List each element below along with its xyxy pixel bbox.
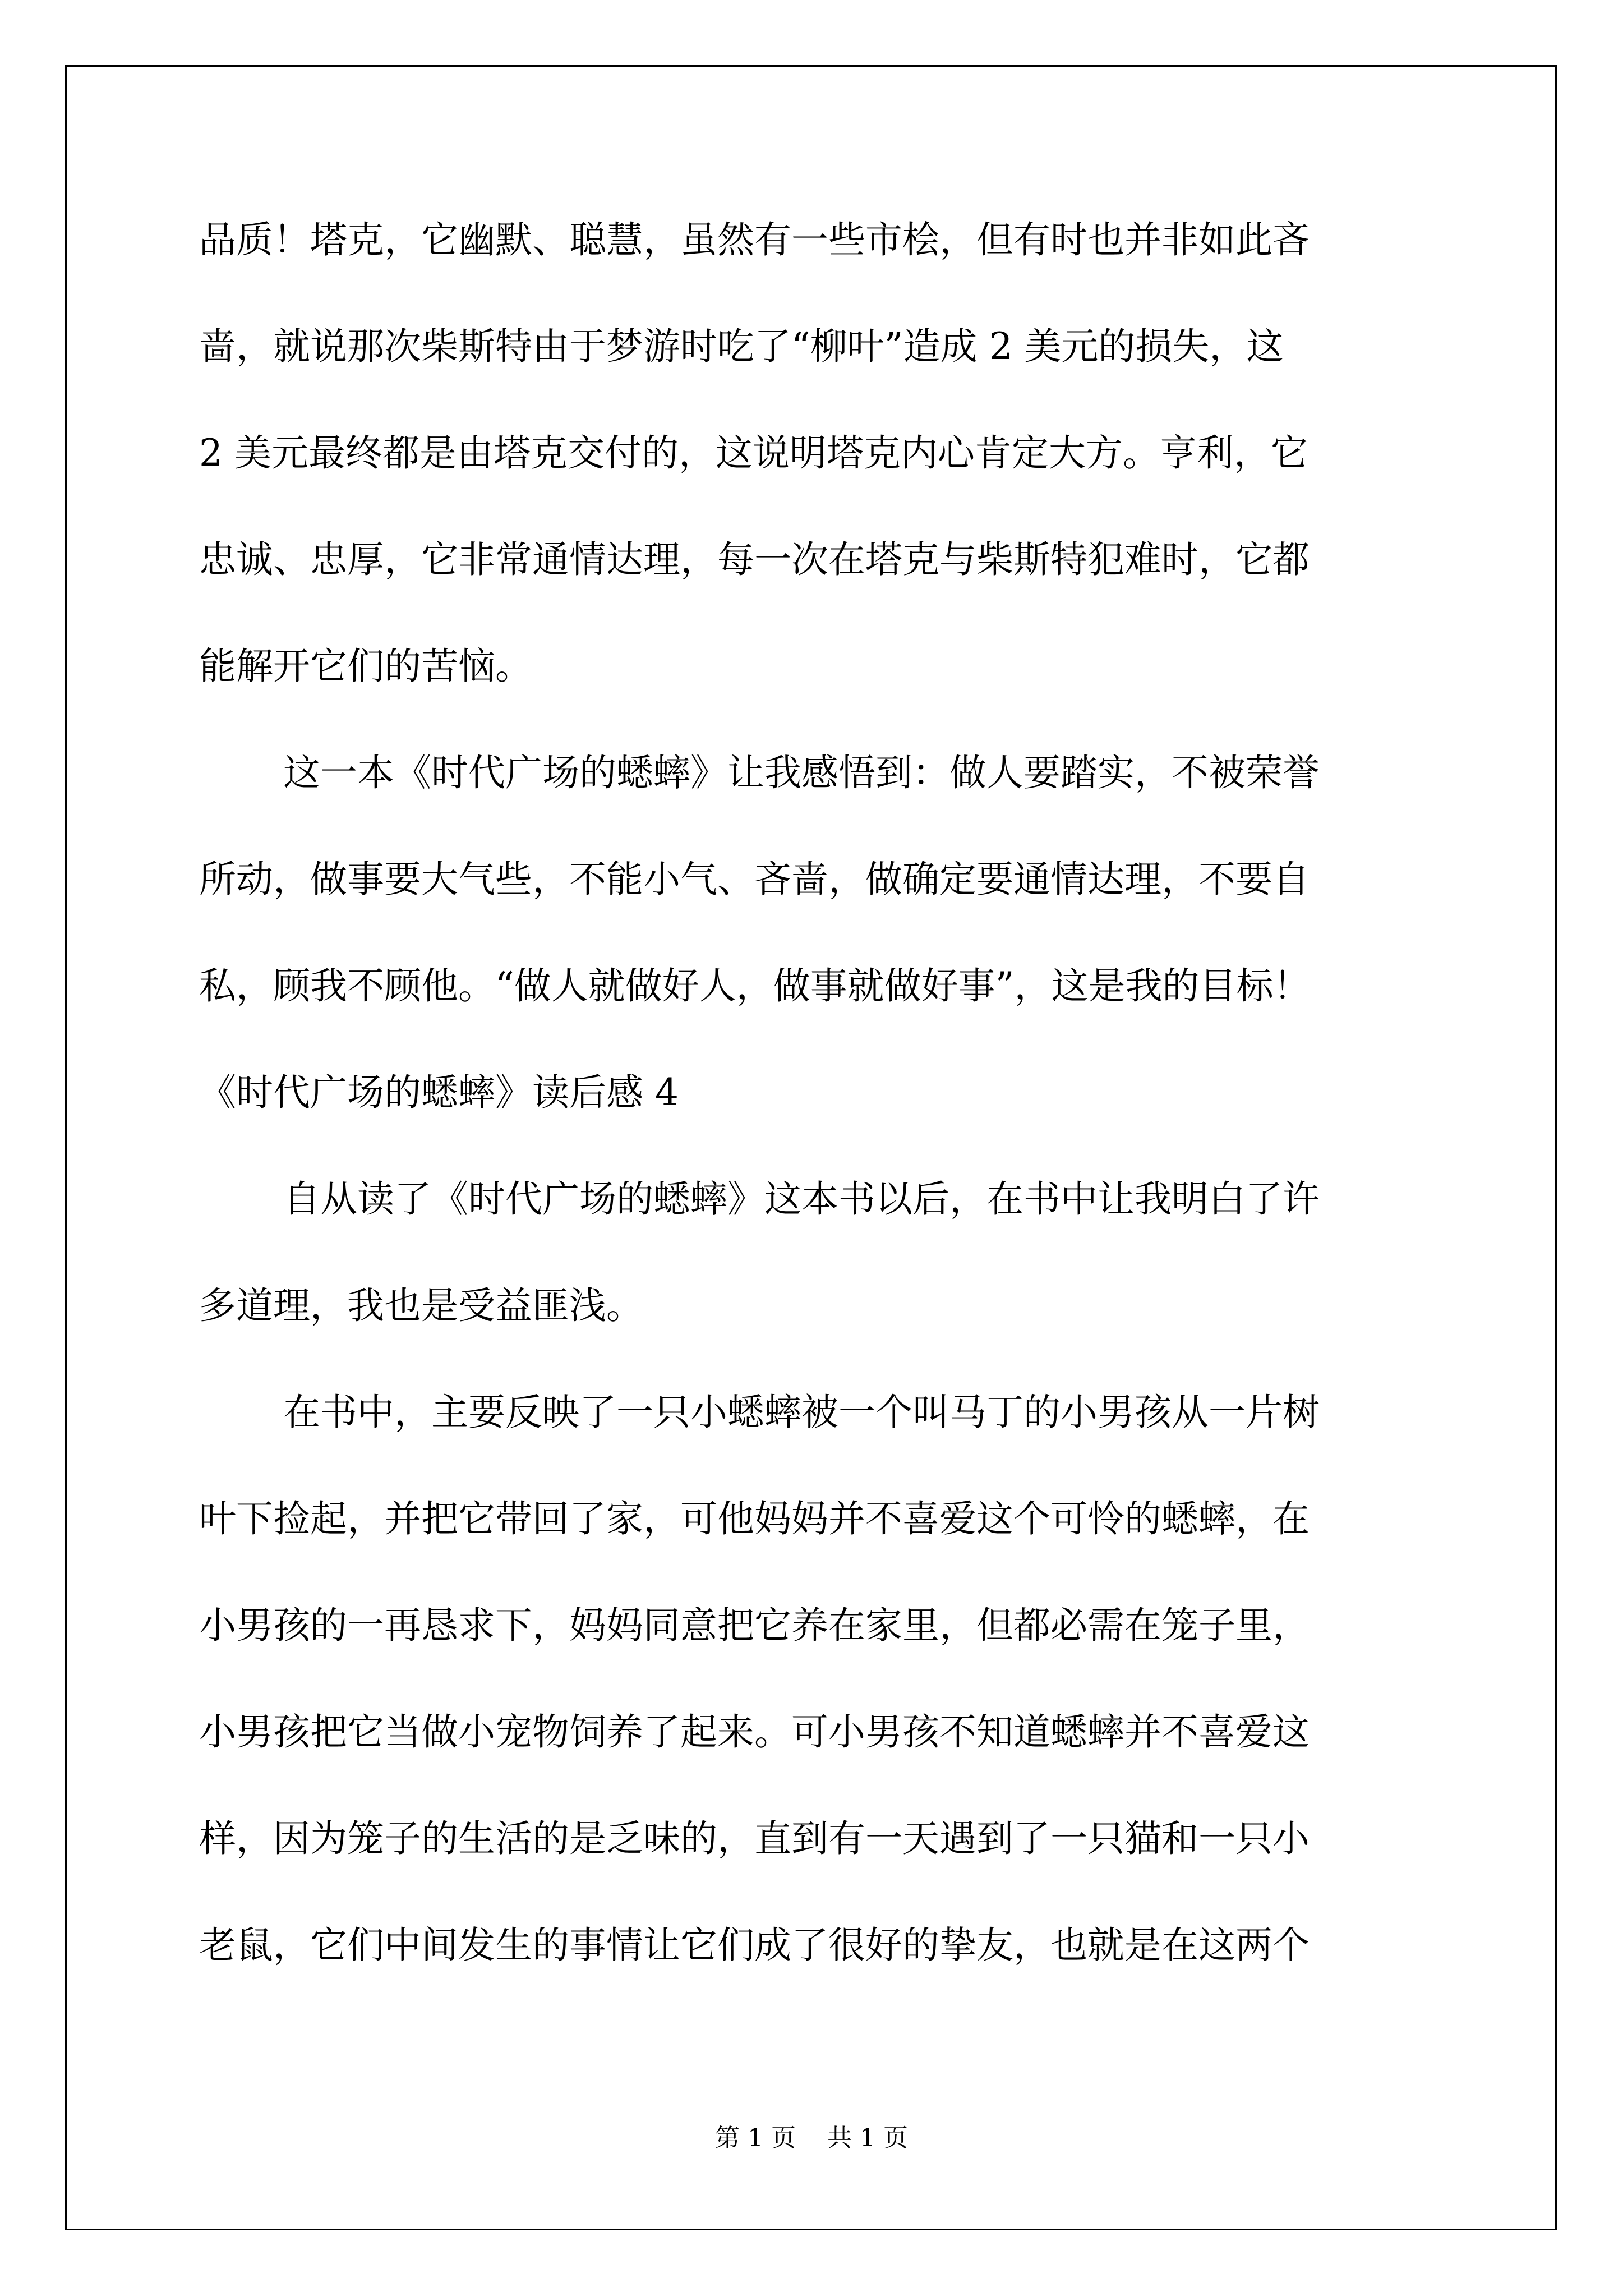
text-line: 2 美元最终都是由塔克交付的，这说明塔克内心肯定大方。亨利，它 — [199, 431, 1308, 475]
text-line: 品质！塔克，它幽默、聪慧，虽然有一些市桧，但有时也并非如此吝 — [199, 218, 1310, 261]
document-body — [199, 212, 1427, 2024]
text-line: 啬，就说那次柴斯特由于梦游时吃了“柳叶”造成 2 美元的损失，这 — [199, 325, 1284, 368]
text-line: 忠诚、忠厚，它非常通情达理，每一次在塔克与柴斯特犯难时，它都 — [199, 538, 1310, 581]
text-line: 所动，做事要大气些，不能小气、吝啬，做确定要通情达理，不要自 — [199, 858, 1310, 901]
text-line: 小男孩的一再恳求下，妈妈同意把它养在家里，但都必需在笼子里， — [199, 1604, 1310, 1647]
text-line: 多道理，我也是受益匪浅。 — [199, 1284, 643, 1327]
text-line: 小男孩把它当做小宠物饲养了起来。可小男孩不知道蟋蟀并不喜爱这 — [199, 1710, 1310, 1754]
page-footer — [0, 2118, 1623, 2154]
paragraph-start-line: 在书中，主要反映了一只小蟋蟀被一个叫马丁的小男孩从一片树 — [283, 1391, 1320, 1434]
text-line: 能解开它们的苦恼。 — [199, 645, 532, 688]
paragraph-start-line: 自从读了《时代广场的蟋蟀》这本书以后，在书中让我明白了许 — [283, 1177, 1320, 1221]
paragraph-start-line: 这一本《时代广场的蟋蟀》让我感悟到：做人要踏实，不被荣誉 — [283, 751, 1320, 794]
section-heading: 《时代广场的蟋蟀》读后感 4 — [199, 1071, 679, 1114]
page-total: 共 1 页 — [827, 2124, 908, 2152]
text-line: 私，顾我不顾他。“做人就做好人，做事就做好事”，这是我的目标！ — [199, 964, 1311, 1007]
text-line: 叶下捡起，并把它带回了家，可他妈妈并不喜爱这个可怜的蟋蟀，在 — [199, 1497, 1310, 1540]
page-number: 第 1 页 — [715, 2124, 796, 2152]
text-line: 样，因为笼子的生活的是乏味的，直到有一天遇到了一只猫和一只小 — [199, 1817, 1310, 1860]
text-line: 老鼠，它们中间发生的事情让它们成了很好的挚友，也就是在这两个 — [199, 1924, 1310, 1967]
